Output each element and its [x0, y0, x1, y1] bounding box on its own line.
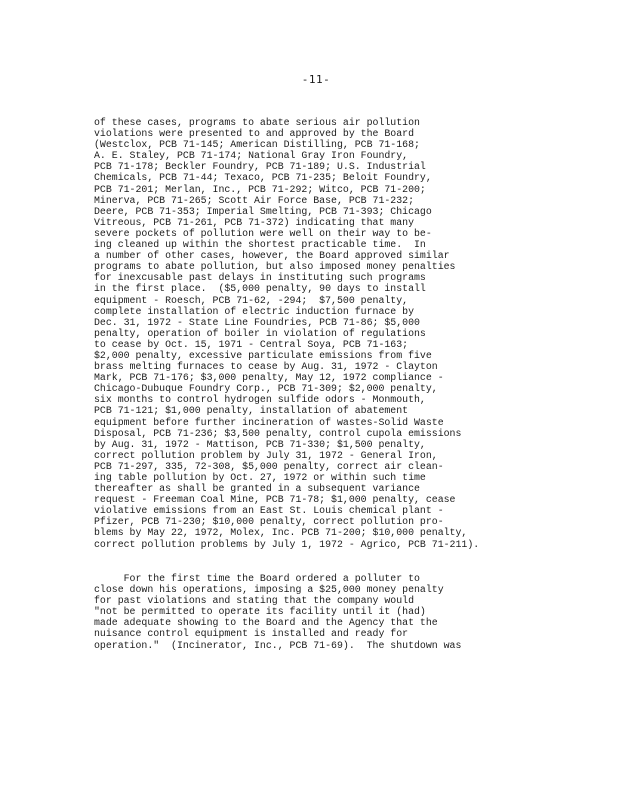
text-line: complete installation of electric induction furnace by [94, 305, 415, 317]
text-line: for inexcusable past delays in instituting such programs [94, 272, 426, 284]
text-line: $2,000 penalty, excessive particulate emissions from five [94, 349, 432, 361]
text-line: by Aug. 31, 1972 - Mattison, PCB 71-330; $1,500 penalty, [94, 438, 426, 450]
text-line: (Westclox, PCB 71-145; American Distilling, PCB 71-168; [94, 139, 420, 151]
text-line: violations were presented to and approved by the Board [94, 128, 415, 140]
text-line: For the first time the Board ordered a polluter to [94, 573, 420, 584]
text-line: programs to abate pollution, but also imposed money penalties [94, 261, 456, 273]
text-line: nuisance control equipment is installed and ready for [94, 628, 409, 640]
text-line: ing cleaned up within the shortest practicable time. In [94, 239, 426, 251]
text-line: a number of other cases, however, the Board approved similar [94, 250, 450, 262]
text-line: six months to control hydrogen sulfide odors - Monmouth, [94, 394, 426, 406]
text-line: violative emissions from an East St. Louis chemical plant - [94, 505, 444, 517]
text-line: "not be permitted to operate its facility until it (had) [94, 606, 426, 618]
text-line: Minerva, PCB 71-265; Scott Air Force Base, PCB 71-232; [94, 194, 415, 206]
text-line: Chicago-Dubuque Foundry Corp., PCB 71-309; $2,000 penalty, [94, 383, 438, 395]
text-line: for past violations and stating that the company would [94, 595, 415, 607]
text-line: of these cases, programs to abate serious air pollution [94, 117, 420, 128]
text-line: severe pockets of pollution were well on their way to be- [94, 227, 432, 239]
text-line: Pfizer, PCB 71-230; $10,000 penalty, correct pollution pro- [94, 516, 444, 528]
text-line: correct pollution problems by July 1, 1972 - Agrico, PCB 71-211). [94, 538, 480, 550]
paragraph-first-shutdown-order [94, 573, 554, 651]
text-line: to cease by Oct. 15, 1971 - Central Soya, PCB 71-163; [94, 338, 409, 350]
text-line: close down his operations, imposing a $25,000 money penalty [94, 584, 444, 596]
text-line: made adequate showing to the Board and the Agency that the [94, 617, 438, 629]
text-line: operation." (Incinerator, Inc., PCB 71-69). The shutdown was [94, 639, 462, 651]
text-line: Deere, PCB 71-353; Imperial Smelting, PCB 71-393; Chicago [94, 205, 432, 217]
text-line: PCB 71-297, 335, 72-308, $5,000 penalty, correct air clean- [94, 460, 444, 472]
text-line: Vitreous, PCB 71-261, PCB 71-372) indicating that many [94, 216, 415, 228]
text-line: PCB 71-201; Merlan, Inc., PCB 71-292; Witco, PCB 71-200; [94, 183, 426, 195]
text-line: in the first place. ($5,000 penalty, 90 days to install [94, 283, 426, 295]
paragraph-air-pollution-cases [94, 117, 554, 550]
text-line: Chemicals, PCB 71-44; Texaco, PCB 71-235; Beloit Foundry, [94, 172, 432, 184]
text-line: penalty, operation of boiler in violation of regulations [94, 327, 426, 339]
text-line: Mark, PCB 71-176; $3,000 penalty, May 12, 1972 compliance - [94, 372, 444, 384]
text-line: correct pollution problem by July 31, 1972 - General Iron, [94, 449, 438, 461]
text-line: ing table pollution by Oct. 27, 1972 or within such time [94, 472, 426, 483]
text-line: Dec. 31, 1972 - State Line Foundries, PCB 71-86; $5,000 [94, 316, 420, 328]
text-line: thereafter as shall be granted in a subsequent variance [94, 483, 420, 495]
page-number: -11- [301, 73, 331, 86]
text-line: PCB 71-121; $1,000 penalty, installation of abatement [94, 405, 409, 417]
text-line: brass melting furnaces to cease by Aug. 31, 1972 - Clayton [94, 361, 438, 373]
text-line: PCB 71-178; Beckler Foundry, PCB 71-189; U.S. Industrial [94, 161, 426, 173]
text-line: Disposal, PCB 71-236; $3,500 penalty, control cupola emissions [94, 427, 462, 439]
text-line: equipment - Roesch, PCB 71-62, -294; $7,500 penalty, [94, 294, 409, 306]
text-line: blems by May 22, 1972, Molex, Inc. PCB 71-200; $10,000 penalty, [94, 527, 468, 539]
text-line: request - Freeman Coal Mine, PCB 71-78; $1,000 penalty, cease [94, 494, 456, 506]
text-line: equipment before further incineration of wastes-Solid Waste [94, 416, 444, 428]
text-line: A. E. Staley, PCB 71-174; National Gray Iron Foundry, [94, 150, 409, 162]
